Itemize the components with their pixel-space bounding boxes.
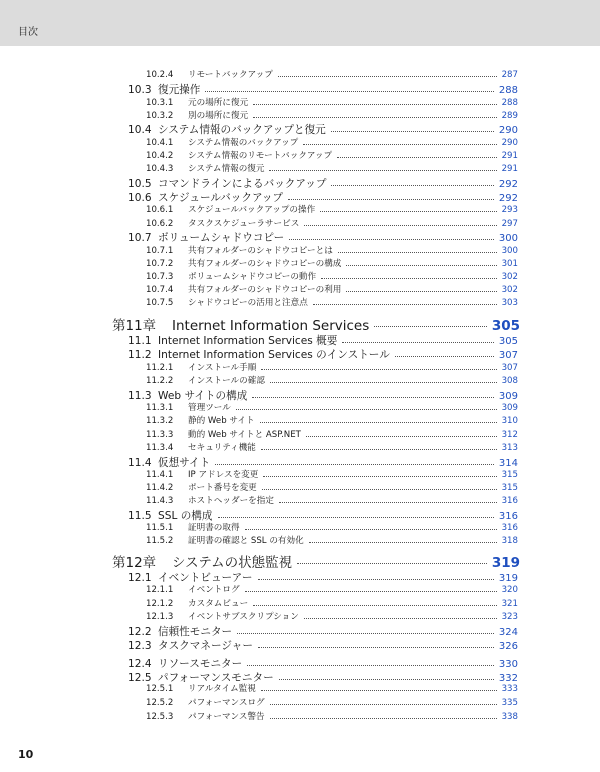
toc-entry-sub[interactable] [146,136,518,148]
toc-entry-number: 10.7.4 [146,285,174,295]
dot-leader [374,326,487,327]
toc-entry-page[interactable]: 307 [498,350,518,361]
toc-entry-page[interactable]: 330 [498,659,518,670]
toc-entry-title: ボリュームシャドウコピーの動作 [188,272,317,282]
toc-entry-number: 11.5.2 [146,536,174,546]
toc-entry-number: 11.4 [128,457,152,469]
toc-entry-title: 別の場所に復元 [188,111,249,121]
dot-leader [279,502,497,503]
dot-leader [252,397,494,398]
toc-entry-title: インストール手順 [188,363,257,373]
dot-leader [260,422,497,423]
toc-entry-title: スケジュールバックアップ [158,192,284,204]
dot-leader [395,356,494,357]
toc-entry-sub[interactable] [146,521,518,533]
toc-entry-sub[interactable] [146,441,518,453]
page-number: 10 [18,748,34,761]
toc-entry-sub[interactable] [146,217,518,229]
dot-leader [337,157,496,158]
toc-entry-page[interactable]: 315 [501,470,518,480]
toc-entry-sub[interactable] [146,610,518,622]
toc-entry-sub[interactable] [146,257,518,269]
toc-entry-sec[interactable] [128,176,518,191]
toc-entry-number: 11.3.2 [146,416,174,426]
toc-entry-sub[interactable] [146,244,518,256]
toc-entry-title: シャドウコピーの活用と注意点 [188,298,308,308]
dot-leader [313,304,497,305]
dot-leader [331,131,494,132]
dot-leader [261,690,497,691]
dot-leader [253,104,496,105]
toc-entry-number: 11.3.4 [146,443,174,453]
toc-entry-title: システム情報の復元 [188,164,265,174]
toc-entry-title: 復元操作 [158,84,201,96]
toc-entry-title: タスクスケジューラサービス [188,219,300,229]
toc-entry-number: 10.7.3 [146,272,174,282]
toc-entry-number: 12.1 [128,572,152,584]
toc-entry-number: 10.4.2 [146,151,174,161]
toc-entry-page[interactable]: 316 [501,523,518,533]
toc-entry-sec[interactable] [128,122,518,137]
toc-entry-title: Web サイトの構成 [158,390,248,402]
toc-entry-page[interactable]: 300 [498,233,518,244]
toc-entry-number: 11.5.1 [146,523,174,533]
dot-leader [279,679,494,680]
toc-entry-title: SSL の構成 [158,510,213,522]
toc-entry-page[interactable]: 289 [501,111,518,121]
toc-entry-sub[interactable] [146,283,518,295]
toc-entry-page[interactable]: 308 [501,376,518,386]
toc-entry-page[interactable]: 309 [501,403,518,413]
toc-entry-number: 10.7.5 [146,298,174,308]
toc-entry-sub[interactable] [146,203,518,215]
toc-entry-title: イベントログ [188,585,240,595]
dot-leader [261,369,496,370]
toc-entry-sec[interactable] [128,624,518,639]
toc-entry-number: 10.7.1 [146,246,174,256]
dot-leader [346,265,496,266]
toc-entry-page[interactable]: 302 [501,272,518,282]
dot-leader [270,704,497,705]
toc-entry-sec[interactable] [128,230,518,245]
toc-entry-page[interactable]: 300 [501,246,518,256]
toc-entry-number: 10.6.1 [146,205,174,215]
toc-entry-title: 管理ツール [188,403,231,413]
toc-entry-sub[interactable] [146,494,518,506]
toc-entry-page[interactable]: 315 [501,483,518,493]
toc-entry-sub[interactable] [146,583,518,595]
dot-leader [253,605,496,606]
dot-leader [218,517,494,518]
toc-entry-page[interactable]: 312 [501,430,518,440]
toc-entry-page[interactable]: 314 [498,458,518,469]
toc-entry-title: パフォーマンス警告 [188,712,265,722]
toc-entry-number: 11.4.3 [146,496,174,506]
toc-entry-sub[interactable] [146,109,518,121]
toc-entry-title: ボリュームシャドウコピー [158,232,285,244]
dot-leader [278,76,497,77]
toc-entry-number: 12.3 [128,640,152,652]
dot-leader [303,144,496,145]
toc-entry-title: スケジュールバックアップの操作 [188,205,316,215]
toc-entry-page[interactable]: 326 [498,641,518,652]
dot-leader [247,665,494,666]
toc-entry-page[interactable]: 293 [501,205,518,215]
toc-entry-sub[interactable] [146,68,518,80]
toc-entry-sub[interactable] [146,401,518,413]
toc-entry-sub[interactable] [146,696,518,708]
dot-leader [306,436,497,437]
toc-entry-sub[interactable] [146,481,518,493]
toc-entry-number: 11.2 [128,349,152,361]
toc-entry-title: システム情報のリモートバックアップ [188,151,333,161]
dot-leader [270,382,497,383]
toc-entry-sub[interactable] [146,361,518,373]
toc-entry-page[interactable]: 321 [501,599,518,609]
toc-entry-number: 10.4 [128,124,152,136]
toc-entry-number: 11.3 [128,390,152,402]
toc-entry-chap[interactable] [112,551,520,571]
toc-entry-title: パフォーマンスログ [188,698,265,708]
toc-entry-title: リソースモニター [158,658,243,670]
toc-entry-page[interactable]: 287 [501,70,518,80]
toc-entry-title: IP アドレスを変更 [188,470,259,480]
toc-entry-number: 10.7.2 [146,259,174,269]
toc-entry-number: 10.4.1 [146,138,174,148]
dot-leader [258,647,494,648]
toc-entry-number: 12.4 [128,658,152,670]
toc-entry-title: 共有フォルダーのシャドウコピーとは [188,246,333,256]
toc-entry-page[interactable]: 288 [501,98,518,108]
toc-entry-page[interactable]: 309 [498,391,518,402]
toc-entry-sub[interactable] [146,270,518,282]
dot-leader [270,718,497,719]
toc-entry-page[interactable]: 318 [501,536,518,546]
dot-leader [205,91,494,92]
toc-entry-page[interactable]: 319 [498,573,518,584]
dot-leader [320,211,496,212]
toc-entry-page[interactable]: 292 [498,193,518,204]
toc-entry-page[interactable]: 316 [501,496,518,506]
toc-entry-number: 11.2.2 [146,376,174,386]
dot-leader [338,252,497,253]
toc-entry-number: 10.7 [128,232,152,244]
toc-entry-page[interactable]: 290 [501,138,518,148]
toc-entry-page[interactable]: 335 [501,698,518,708]
toc-entry-sub[interactable] [146,149,518,161]
toc-entry-title: 証明書の確認と SSL の有効化 [188,536,304,546]
toc-entry-sub[interactable] [146,428,518,440]
toc-entry-number: 10.5 [128,178,152,190]
toc-entry-number: 11.4.2 [146,483,174,493]
toc-entry-sub[interactable] [146,414,518,426]
toc-entry-number: 12.5 [128,672,152,684]
toc-entry-title: 証明書の取得 [188,523,240,533]
header-title: 目次 [18,27,38,38]
dot-leader [304,225,496,226]
dot-leader [331,185,493,186]
toc-entry-number: 10.6.2 [146,219,174,229]
toc-entry-title: Internet Information Services [172,318,370,334]
dot-leader [261,449,497,450]
toc-entry-number: 10.3.1 [146,98,174,108]
dot-leader [258,579,494,580]
toc-entry-title: 共有フォルダーのシャドウコピーの構成 [188,259,342,269]
toc-entry-sub[interactable] [146,96,518,108]
toc-entry-title: パフォーマンスモニター [158,672,274,684]
toc-entry-number: 12.1.1 [146,585,174,595]
toc-entry-title: 動的 Web サイトと ASP.NET [188,430,301,440]
toc-entry-title: 信頼性モニター [158,626,233,638]
toc-entry-number: 11.5 [128,510,152,522]
toc-entry-number: 12.5.2 [146,698,174,708]
toc-entry-number: 11.3.1 [146,403,174,413]
toc-entry-number: 12.5.1 [146,684,174,694]
toc-entry-page[interactable]: 338 [501,712,518,722]
toc-entry-number: 10.4.3 [146,164,174,174]
toc-entry-number: 11.2.1 [146,363,174,373]
dot-leader [288,199,494,200]
dot-leader [215,464,494,465]
toc-entry-number: 10.3 [128,84,152,96]
toc-entry-title: リアルタイム監視 [188,684,256,694]
toc-entry-number: 10.6 [128,192,152,204]
dot-leader [342,342,494,343]
toc-entry-sub[interactable] [146,162,518,174]
dot-leader [297,563,487,564]
dot-leader [237,633,494,634]
toc-entry-title: ポート番号を変更 [188,483,257,493]
toc-entry-number: 第12章 [112,555,157,571]
toc-entry-page[interactable]: 333 [501,684,518,694]
dot-leader [245,591,497,592]
toc-entry-page[interactable]: 320 [501,585,518,595]
toc-entry-number: 11.1 [128,335,152,347]
toc-entry-page[interactable]: 291 [501,164,518,174]
toc-entry-number: 12.2 [128,626,152,638]
toc-entry-title: システム情報のバックアップと復元 [158,124,326,136]
dot-leader [304,618,497,619]
toc-entry-title: 元の場所に復元 [188,98,249,108]
toc-entry-page[interactable]: 301 [501,259,518,269]
toc-entry-page[interactable]: 332 [498,673,518,684]
dot-leader [321,278,496,279]
toc-entry-number: 10.2.4 [146,70,174,80]
toc-entry-number: 12.5.3 [146,712,174,722]
dot-leader [309,542,497,543]
toc-entry-chap[interactable] [112,314,520,334]
dot-leader [289,239,494,240]
toc-entry-title: インストールの確認 [188,376,265,386]
toc-entry-sub[interactable] [146,682,518,694]
toc-entry-page[interactable]: 305 [491,318,520,334]
toc-entry-title: 仮想サイト [158,457,211,469]
toc-entry-page[interactable]: 303 [501,298,518,308]
toc-entry-number: 10.3.2 [146,111,174,121]
toc-entry-title: 静的 Web サイト [188,416,255,426]
toc-entry-sub[interactable] [146,374,518,386]
toc-entry-number: 12.1.3 [146,612,174,622]
toc-entry-title: Internet Information Services 概要 [158,335,338,347]
dot-leader [269,170,496,171]
toc-entry-page[interactable]: 316 [498,511,518,522]
toc-entry-page[interactable]: 292 [498,179,518,190]
toc-entry-title: イベントビューアー [158,572,253,584]
dot-leader [346,291,496,292]
toc-entry-number: 11.4.1 [146,470,174,480]
toc-entry-page[interactable]: 324 [498,627,518,638]
toc-entry-page[interactable]: 302 [501,285,518,295]
toc-entry-sec[interactable] [128,638,518,653]
toc-entry-page[interactable]: 319 [491,555,520,571]
toc-entry-title: システム情報のバックアップ [188,138,299,148]
toc-entry-title: カスタムビュー [188,599,249,609]
toc-entry-page[interactable]: 307 [501,363,518,373]
toc-entry-page[interactable]: 288 [498,85,518,96]
toc-entry-title: セキュリティ機能 [188,443,256,453]
toc-entry-title: ホストヘッダーを指定 [188,496,274,506]
toc-entry-number: 第11章 [112,318,157,334]
toc-entry-sec[interactable] [128,333,518,348]
toc-entry-sec[interactable] [128,656,518,671]
dot-leader [245,529,497,530]
toc-entry-sec[interactable] [128,82,518,97]
toc-entry-page[interactable]: 291 [501,151,518,161]
toc-entry-title: Internet Information Services のインストール [158,349,390,361]
toc-entry-number: 12.1.2 [146,599,174,609]
toc-entry-title: コマンドラインによるバックアップ [158,178,327,190]
toc-entry-title: システムの状態監視 [172,555,293,571]
toc-entry-sub[interactable] [146,534,518,546]
toc-entry-page[interactable]: 290 [498,125,518,136]
toc-entry-title: 共有フォルダーのシャドウコピーの利用 [188,285,342,295]
dot-leader [262,489,497,490]
toc-entry-title: リモートバックアップ [188,70,273,80]
toc-entry-page[interactable]: 310 [501,416,518,426]
toc-entry-page[interactable]: 313 [501,443,518,453]
toc-entry-sub[interactable] [146,468,518,480]
toc-entry-sub[interactable] [146,597,518,609]
toc-entry-number: 11.3.3 [146,430,174,440]
toc-entry-page[interactable]: 305 [498,336,518,347]
toc-entry-title: タスクマネージャー [158,640,253,652]
toc-entry-sub[interactable] [146,296,518,308]
toc-entry-sec[interactable] [128,347,518,362]
toc-entry-page[interactable]: 323 [501,612,518,622]
dot-leader [253,117,496,118]
toc-entry-title: イベントサブスクリプション [188,612,299,622]
toc-entry-sub[interactable] [146,710,518,722]
dot-leader [236,409,497,410]
dot-leader [263,476,496,477]
toc-entry-page[interactable]: 297 [501,219,518,229]
